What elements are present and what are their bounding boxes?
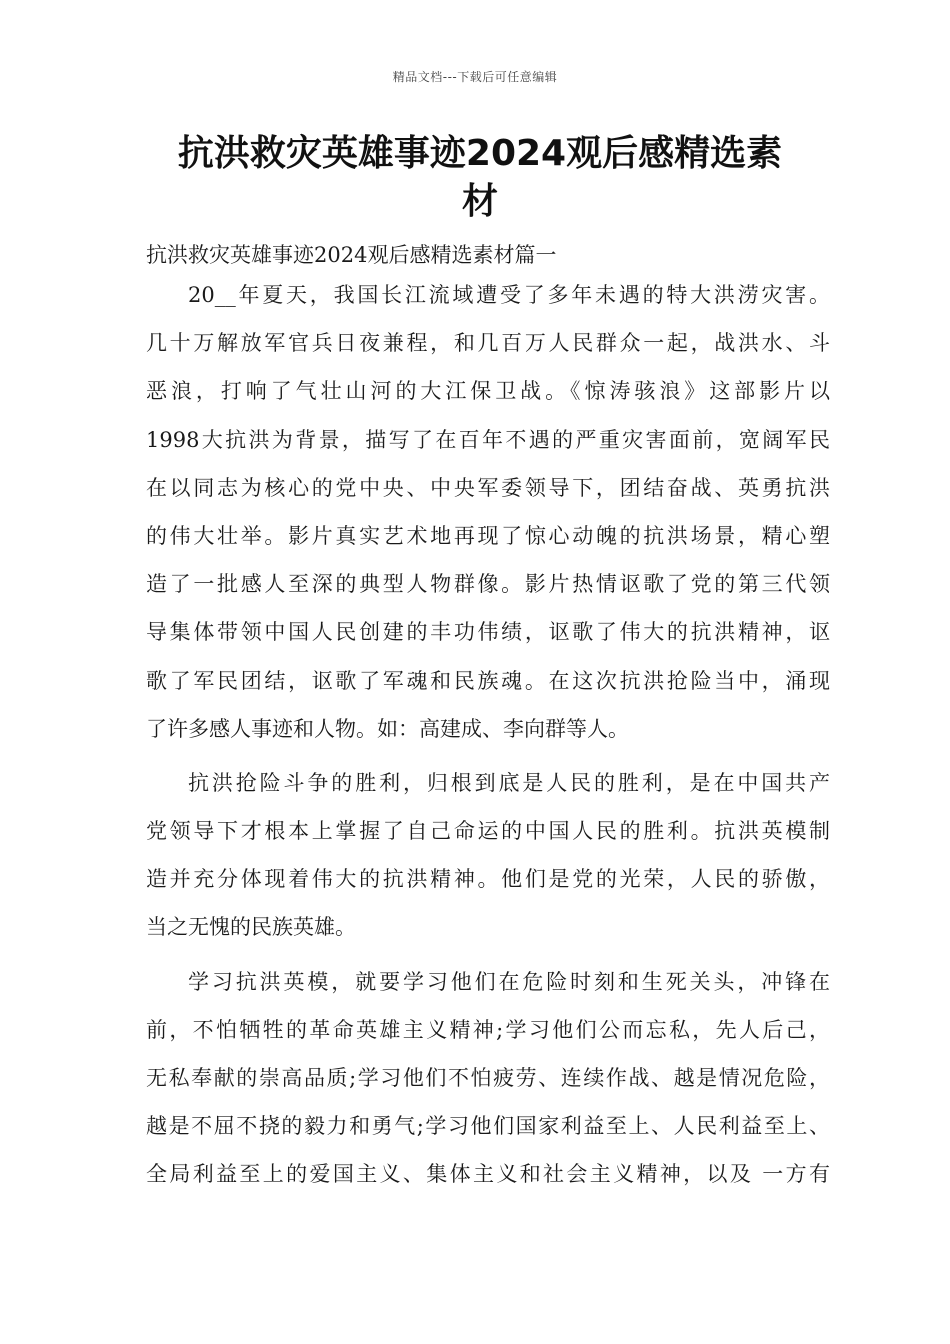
- document-title: [140, 130, 820, 226]
- paragraph-3: [146, 965, 830, 1206]
- title-line-1: 抗洪救灾英雄事迹2024观后感精选素: [177, 133, 783, 174]
- paragraph-line: 全局利益至上的爱国主义、集体主义和社会主义精神，以及 一方有: [146, 1162, 830, 1187]
- paragraph-line: 在以同志为核心的党中央、中央军委领导下，团结奋战、英勇抗洪: [146, 475, 830, 500]
- paragraph-2: [146, 766, 830, 959]
- paragraph-line: 越是不屈不挠的毅力和勇气;学习他们国家利益至上、人民利益至上、: [146, 1114, 830, 1139]
- paragraph-line: 无私奉献的崇高品质;学习他们不怕疲劳、连续作战、越是情况危险，: [146, 1066, 830, 1090]
- paragraph-line: 恶浪，打响了气壮山河的大江保卫战。《惊涛骇浪》这部影片以: [146, 379, 830, 404]
- paragraph-line: 20__年夏天，我国长江流域遭受了多年未遇的特大洪涝灾害。: [188, 283, 830, 307]
- paragraph-line: 学习抗洪英模，就要学习他们在危险时刻和生死关头，冲锋在: [188, 969, 830, 994]
- paragraph-line: 歌了军民团结，讴歌了军魂和民族魂。在这次抗洪抢险当中，涌现: [146, 668, 830, 693]
- paragraph-line: 的伟大壮举。影片真实艺术地再现了惊心动魄的抗洪场景，精心塑: [146, 523, 830, 548]
- title-line-2: 材: [461, 181, 498, 222]
- paragraph-line: 当之无愧的民族英雄。: [146, 915, 356, 940]
- paragraph-1: [146, 278, 830, 760]
- page-header: 精品文档---下载后可任意编辑: [392, 70, 558, 84]
- paragraph-line: 造并充分体现着伟大的抗洪精神。他们是党的光荣，人民的骄傲，: [146, 867, 830, 892]
- section-subtitle: 抗洪救灾英雄事迹2024观后感精选素材篇一: [146, 243, 557, 267]
- paragraph-line: 1998大抗洪为背景，描写了在百年不遇的严重灾害面前，宽阔军民: [146, 427, 830, 452]
- paragraph-line: 抗洪抢险斗争的胜利，归根到底是人民的胜利，是在中国共产: [188, 770, 830, 795]
- paragraph-line: 造了一批感人至深的典型人物群像。影片热情讴歌了党的第三代领: [146, 572, 830, 597]
- paragraph-line: 几十万解放军官兵日夜兼程，和几百万人民群众一起，战洪水、斗: [146, 331, 830, 356]
- document-body: [146, 238, 830, 1206]
- paragraph-line: 党领导下才根本上掌握了自己命运的中国人民的胜利。抗洪英模制: [146, 819, 830, 844]
- paragraph-line: 了许多感人事迹和人物。如：高建成、李向群等人。: [146, 716, 629, 741]
- paragraph-line: 导集体带领中国人民创建的丰功伟绩，讴歌了伟大的抗洪精神，讴: [146, 620, 830, 645]
- paragraph-line: 前，不怕牺牲的革命英雄主义精神;学习他们公而忘私，先人后己，: [146, 1017, 830, 1042]
